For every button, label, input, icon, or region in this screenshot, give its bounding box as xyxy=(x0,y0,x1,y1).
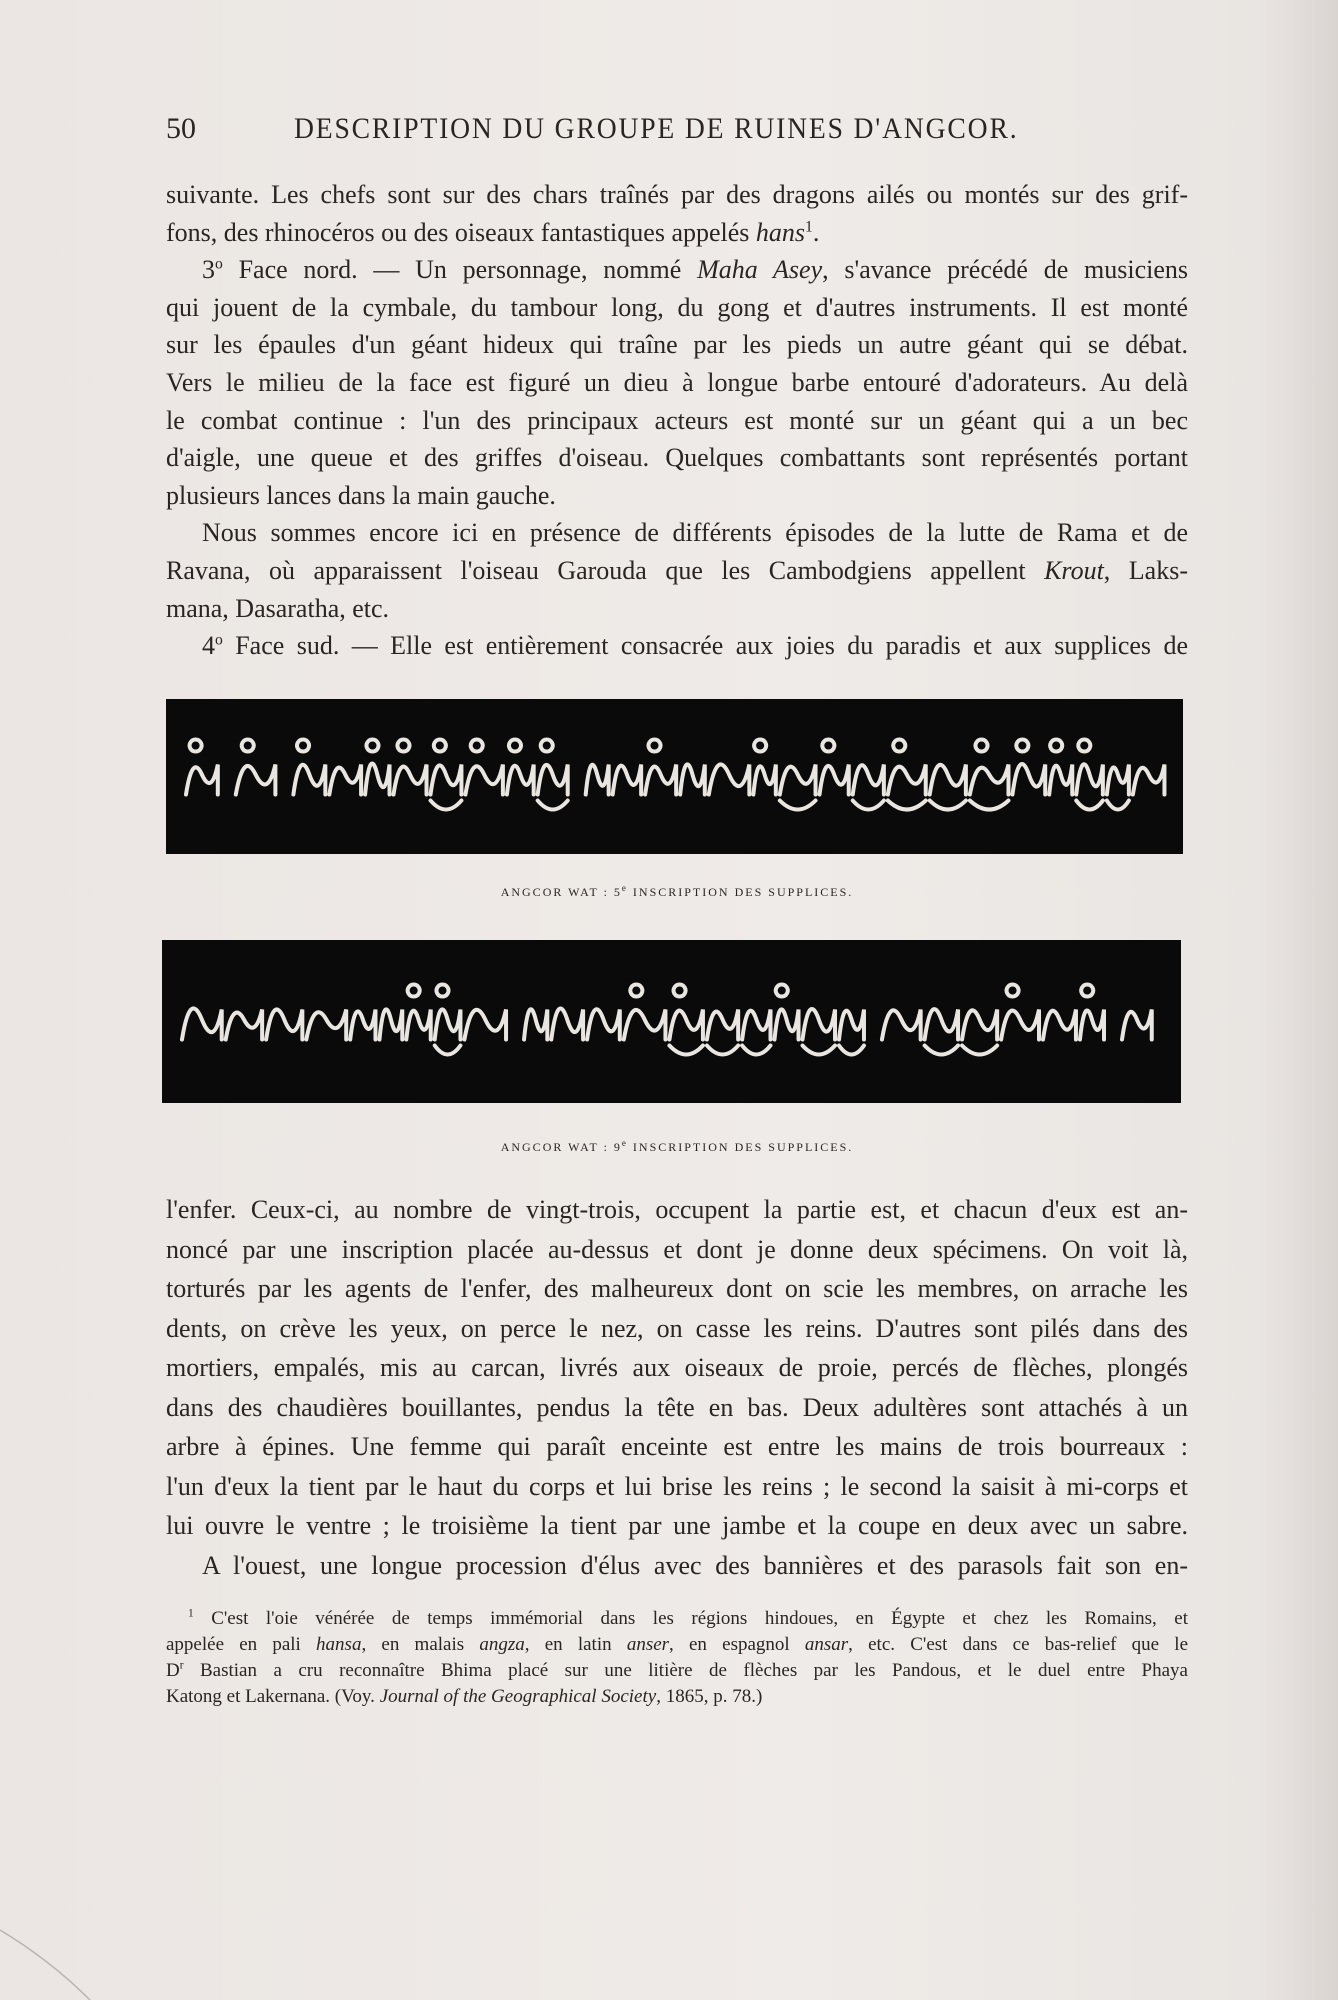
text-line xyxy=(166,364,1188,402)
text-run: , Laks- xyxy=(1103,555,1189,585)
italic-text: anser xyxy=(626,1634,670,1655)
text-run: , etc. C'est dans ce bas-relief que le xyxy=(848,1634,1189,1655)
text-run: arbre à épines. Une femme qui paraît enceinte est entre les mains de trois bourreaux : xyxy=(166,1432,1188,1461)
running-title: DESCRIPTION DU GROUPE DE RUINES D'ANGCOR. xyxy=(294,112,1019,145)
caption-sup: e xyxy=(621,883,628,893)
text-run: dans des chaudières bouillantes, pendus la tête en bas. Deux adultères sont attachés à un xyxy=(166,1392,1188,1422)
body-text-bottom xyxy=(166,1190,1188,1585)
text-run: , s'avance précédé de musiciens xyxy=(822,255,1189,285)
text-line xyxy=(166,1684,1188,1710)
text-line xyxy=(166,1230,1188,1270)
text-run: l'enfer. Ceux-ci, au nombre de vingt-trois, occupent la partie est, et chacun d'eux est an- xyxy=(166,1195,1188,1224)
text-run: C'est l'oie vénérée de temps immémorial dans les régions hindoues, en Égypte et chez les Romains, et xyxy=(193,1608,1188,1629)
text-line xyxy=(166,1269,1188,1309)
text-run: Vers le milieu de la face est figuré un dieu à longue barbe entouré d'adorateurs. Au delà xyxy=(166,367,1188,397)
running-header xyxy=(166,112,1196,152)
text-run: , en espagnol xyxy=(669,1634,805,1655)
italic-text: Krout xyxy=(1044,555,1104,585)
text-run: sur les épaules d'un géant hideux qui traîne par les pieds un autre géant qui se débat. xyxy=(166,330,1188,360)
text-line xyxy=(166,477,1188,515)
text-run: noncé par une inscription placée au-dessus et dont je donne deux spécimens. On voit là, xyxy=(166,1234,1188,1264)
inscription-plate-9 xyxy=(162,940,1181,1103)
body-text-top xyxy=(166,176,1188,665)
italic-text: Journal of the Geographical Society xyxy=(379,1686,657,1707)
text-run: appelée en pali xyxy=(166,1634,317,1655)
khmer-inscription-image xyxy=(166,699,1183,854)
text-line xyxy=(166,1388,1188,1428)
text-line xyxy=(166,552,1188,590)
text-run: Face nord. — Un personnage, nommé xyxy=(222,255,698,285)
text-run: Face sud. — Elle est entièrement consacrée aux joies du paradis et aux supplices de xyxy=(222,631,1188,661)
text-run: d'aigle, une queue et des griffes d'oiseau. Quelques combattants sont représentés portant xyxy=(166,443,1188,473)
caption-text: ANGCOR WAT : 5 xyxy=(500,885,622,899)
text-run: plusieurs lances dans la main gauche. xyxy=(166,480,556,510)
footnote xyxy=(166,1606,1188,1710)
text-run: Ravana, où apparaissent l'oiseau Garouda que les Cambodgiens appellent xyxy=(166,555,1045,585)
caption-sup: e xyxy=(621,1138,628,1148)
text-line xyxy=(166,1348,1188,1388)
text-line xyxy=(166,1309,1188,1349)
text-run: suivante. Les chefs sont sur des chars traînés par des dragons ailés ou montés sur des grif- xyxy=(166,180,1188,209)
inscription-glyphs xyxy=(182,985,1152,1055)
superscript: 1 xyxy=(188,1607,194,1620)
caption-text: ANGCOR WAT : 9 xyxy=(500,1140,622,1154)
text-line xyxy=(166,590,1188,628)
text-run: D xyxy=(166,1660,180,1681)
text-run: l'un d'eux la tient par le haut du corps et lui brise les reins ; le second la saisit à mi-corps et xyxy=(166,1471,1188,1501)
text-run: fons, des rhinocéros ou des oiseaux fantastiques appelés xyxy=(166,217,756,247)
text-run: Katong et Lakernana. (Voy. xyxy=(166,1686,380,1707)
text-run: 4 xyxy=(202,631,215,661)
text-run: , 1865, p. 78.) xyxy=(656,1686,763,1707)
inscription-glyphs xyxy=(186,740,1164,810)
text-line xyxy=(166,176,1188,214)
text-line xyxy=(166,514,1188,552)
superscript: 1 xyxy=(805,217,813,235)
text-run: Bastian a cru reconnaître Bhima placé sur une litière de flèches par les Pandous, et le duel entre Phaya xyxy=(183,1660,1188,1681)
text-run: . xyxy=(812,217,820,247)
text-line xyxy=(166,326,1188,364)
text-line xyxy=(166,1658,1188,1684)
text-line xyxy=(166,1606,1188,1632)
italic-text: angza xyxy=(479,1634,525,1655)
superscript: o xyxy=(215,255,223,273)
superscript: o xyxy=(215,631,223,649)
text-line xyxy=(166,251,1188,289)
text-run: 3 xyxy=(202,255,215,285)
text-line xyxy=(166,1506,1188,1546)
text-run: torturés par les agents de l'enfer, des malheureux dont on scie les membres, on arrache les xyxy=(166,1274,1188,1303)
italic-text: ansar xyxy=(804,1634,849,1655)
italic-text: hans xyxy=(755,217,806,247)
superscript: r xyxy=(179,1659,184,1672)
page-curl-mark xyxy=(0,1910,120,2000)
text-line xyxy=(166,1632,1188,1658)
text-run: dents, on crève les yeux, on perce le nez, on casse les reins. D'autres sont pilés dans des xyxy=(166,1313,1188,1343)
inscription-plate-5 xyxy=(166,699,1183,854)
text-run: , en latin xyxy=(524,1634,627,1655)
text-line xyxy=(166,1467,1188,1507)
inscription-caption-5 xyxy=(166,885,1188,900)
text-line xyxy=(166,402,1188,440)
text-run: le combat continue : l'un des principaux acteurs est monté sur un géant qui a un bec xyxy=(166,405,1188,435)
khmer-inscription-image xyxy=(162,940,1181,1103)
page-number: 50 xyxy=(166,112,196,145)
text-line xyxy=(166,1546,1188,1586)
text-run: A l'ouest, une longue procession d'élus avec des bannières et des parasols fait son en- xyxy=(202,1550,1188,1580)
text-line xyxy=(166,439,1188,477)
text-line xyxy=(166,1190,1188,1230)
text-run: lui ouvre le ventre ; le troisième la tient par une jambe et la coupe en deux avec un sabre. xyxy=(166,1511,1188,1540)
text-line xyxy=(166,289,1188,327)
text-line xyxy=(166,1427,1188,1467)
italic-text: Maha Asey xyxy=(697,255,823,285)
inscription-caption-9 xyxy=(166,1140,1188,1155)
text-run: mana, Dasaratha, etc. xyxy=(166,593,390,623)
text-line xyxy=(166,627,1188,665)
text-run: Nous sommes encore ici en présence de différents épisodes de la lutte de Rama et de xyxy=(202,518,1188,548)
text-run: qui jouent de la cymbale, du tambour long, du gong et d'autres instruments. Il est monté xyxy=(166,292,1188,322)
text-run: , en malais xyxy=(361,1634,480,1655)
caption-text: INSCRIPTION DES SUPPLICES. xyxy=(627,1140,854,1154)
italic-text: hansa xyxy=(316,1634,362,1655)
caption-text: INSCRIPTION DES SUPPLICES. xyxy=(627,885,854,899)
text-line xyxy=(166,214,1188,252)
text-run: mortiers, empalés, mis au carcan, livrés aux oiseaux de proie, percés de flèches, plongés xyxy=(166,1353,1188,1382)
